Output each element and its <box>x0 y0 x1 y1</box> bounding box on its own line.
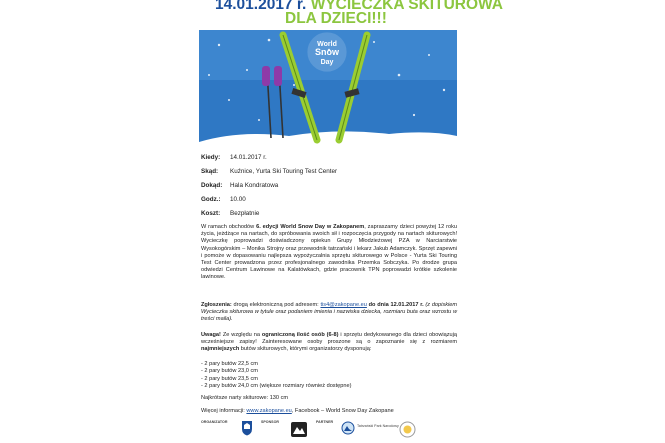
tpn-label: Tatrzański Park Narodowy <box>357 424 399 428</box>
description-paragraph: W ramach obchodów 6. edycji World Snow Day w Zakopanem, zapraszamy dzieci powyżej 12 roku życia, jeżdżące na nartach, do spróbowania swoich sił i rozpoczęcia przygody na nartach skiturowych! Wycieczkę poprowadzi doświadczony opiekun Grupy Młodzieżowej PZA w Narciarstwie Wysokogórskim – Monika Strojny oraz przewodnik tatrzański i lekarz Jakub Adamczyk. Sprzęt zapewni i pomoże w dopasowaniu najlepsza wypożyczalnia sprzętu skiturowego w Polsce - Yurta Ski Touring Test Center prowadzona przez profesjonalnego zawodnika Przemka Sobczyka. Po drodze grupa odwiedzi Centrum Lawinowe na Kalatówkach, gdzie pracownik TPN poprowadzi krótkie szkolenie lawinowe. <box>201 224 457 281</box>
list-item: - 2 pary butów 23,0 cm <box>201 368 258 375</box>
zakopane-crest-icon <box>241 420 253 436</box>
sponsor-label: SPONSOR <box>261 420 279 424</box>
title-line-2: DLA DZIECI!!! <box>285 10 387 27</box>
detail-cost: Koszt: Bezpłatnie <box>201 210 260 217</box>
registration-paragraph: Zgłoszenia: drogą elektroniczną pod adresem: tis4@zakopane.eu do dnia 12.01.2017 r. (z dopiskiem Wycieczka skiturowa w tytule oraz podaniem imienia i nazwiska dziecka, rozmiaru buta oraz wzrostu w treści maila). <box>201 302 458 323</box>
partner-round-logo-icon <box>399 421 416 438</box>
list-item: - 2 pary butów 22,5 cm <box>201 361 258 367</box>
title-line-1: WYCIECZKA SKITUROWA <box>310 0 503 13</box>
sponsor-mountain-icon <box>291 422 307 437</box>
detail-from: Skąd: Kuźnice, Yurta Ski Touring Test Center <box>201 168 338 175</box>
detail-when: Kiedy: 14.01.2017 r. <box>201 154 267 161</box>
more-info-line: Więcej informacji: www.zakopane.eu, Facebook – World Snow Day Zakopane <box>201 408 394 414</box>
website-link[interactable]: www.zakopane.eu <box>246 408 292 414</box>
detail-where: Dokąd: Hala Kondratowa <box>201 182 279 189</box>
logo-text-2: Snow <box>315 47 339 57</box>
world-snow-day-banner <box>199 30 457 148</box>
partner-label: PARTNER <box>316 420 334 424</box>
organizer-label: ORGANIZATOR <box>201 420 228 424</box>
shortest-skis-note: Najkrótsze narty skiturowe: 130 cm <box>201 395 289 401</box>
list-item: - 2 pary butów 24,0 cm (większe rozmiary również dostępne) <box>201 383 352 390</box>
list-item: - 2 pary butów 23,5 cm <box>201 375 258 382</box>
notice-paragraph: Uwaga! Ze względu na ograniczoną ilość osób (6-8) i sprzętu dedykowanego dla dzieci obowiązują wcześniejsze zapisy! Zainteresowane osoby proszone są o zapoznanie się z rozmiarem najmniejszych butów skiturowych, którymi organizatorzy dysponują: <box>201 332 457 353</box>
banner-illustration <box>199 30 457 148</box>
registration-email-link[interactable]: tis4@zakopane.eu <box>320 302 367 308</box>
logo-text-3: Day <box>320 59 334 66</box>
detail-time: Godz.: 10.00 <box>201 196 246 203</box>
sponsors-footer <box>199 418 461 440</box>
event-date-heading: 14.01.2017 r. <box>215 0 307 13</box>
boot-size-list <box>201 361 351 391</box>
logo-text-1: World <box>317 41 337 48</box>
tpn-logo-icon <box>341 421 355 435</box>
